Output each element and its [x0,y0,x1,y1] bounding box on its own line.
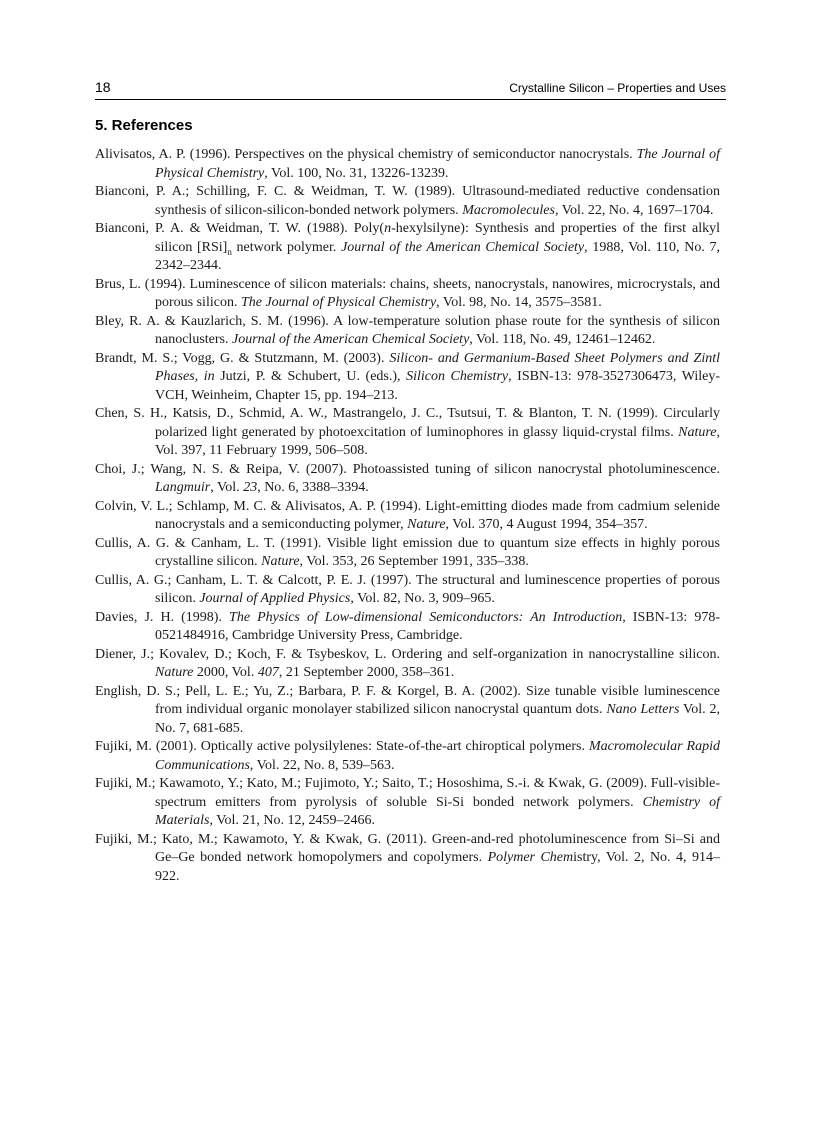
reference-item: Cullis, A. G. & Canham, L. T. (1991). Visible light emission due to quantum size effects in highly porous crystalline silicon. Nature, Vol. 353, 26 September 1991, 335–338. [95,535,720,569]
reference-item: Diener, J.; Kovalev, D.; Koch, F. & Tsybeskov, L. Ordering and self-organization in nanocrystalline silicon. Nature 2000, Vol. 407, 21 September 2000, 358–361. [95,646,720,680]
reference-item: Bianconi, P. A.; Schilling, F. C. & Weidman, T. W. (1989). Ultrasound-mediated reductive condensation synthesis of silicon-silicon-bonded network polymers. Macromolecules, Vol. 22, No. 4, 1697–1704. [95,184,720,218]
running-title: Crystalline Silicon – Properties and Uses [509,81,726,95]
reference-list [95,146,720,886]
reference-item: Fujiki, M.; Kawamoto, Y.; Kato, M.; Fujimoto, Y.; Saito, T.; Hososhima, S.-i. & Kwak, G. (2009). Full-visible-spectrum emitters from pyrolysis of soluble Si-Si bonded network polymers. Chemistry of Materials, Vol. 21, No. 12, 2459–2466. [95,776,720,828]
reference-item: Alivisatos, A. P. (1996). Perspectives on the physical chemistry of semiconductor nanocrystals. The Journal of Physical Chemistry, Vol. 100, No. 31, 13226-13239. [95,147,720,181]
reference-item: Bley, R. A. & Kauzlarich, S. M. (1996). A low-temperature solution phase route for the synthesis of silicon nanoclusters. Journal of the American Chemical Society, Vol. 118, No. 49, 12461–12462. [95,313,720,347]
reference-item: Chen, S. H., Katsis, D., Schmid, A. W., Mastrangelo, J. C., Tsutsui, T. & Blanton, T. N. (1999). Circularly polarized light generated by photoexcitation of luminophores in glassy liquid-crystal films. Nature, Vol. 397, 11 February 1999, 506–508. [95,406,720,458]
reference-item: Choi, J.; Wang, N. S. & Reipa, V. (2007). Photoassisted tuning of silicon nanocrystal photoluminescence. Langmuir, Vol. 23, No. 6, 3388–3394. [95,461,720,495]
reference-item: Cullis, A. G.; Canham, L. T. & Calcott, P. E. J. (1997). The structural and luminescence properties of porous silicon. Journal of Applied Physics, Vol. 82, No. 3, 909–965. [95,572,720,606]
reference-item: Fujiki, M.; Kato, M.; Kawamoto, Y. & Kwak, G. (2011). Green-and-red photoluminescence from Si–Si and Ge–Ge bonded network homopolymers and copolymers. Polymer Chemistry, Vol. 2, No. 4, 914–922. [95,831,720,884]
page-number: 18 [95,79,111,95]
reference-item: Brandt, M. S.; Vogg, G. & Stutzmann, M. (2003). Silicon- and Germanium-Based Sheet Polymers and Zintl Phases, in Jutzi, P. & Schubert, U. (eds.), Silicon Chemistry, ISBN-13: 978-3527306473, Wiley-VCH, Weinheim, Chapter 15, pp. 194–213. [95,350,721,403]
reference-item: Brus, L. (1994). Luminescence of silicon materials: chains, sheets, nanocrystals, nanowires, microcrystals, and porous silicon. The Journal of Physical Chemistry, Vol. 98, No. 14, 3575–3581. [95,276,720,310]
reference-item: Bianconi, P. A. & Weidman, T. W. (1988). Poly(n-hexylsilyne): Synthesis and properties of the first alkyl silicon $[RSi]_n$ network polymer. Journal of the American Chemical Society, 1988, Vol. 110, No. 7, 2342–2344. [95,221,720,273]
page-header [95,79,726,100]
reference-item: Colvin, V. L.; Schlamp, M. C. & Alivisatos, A. P. (1994). Light-emitting diodes made from cadmium selenide nanocrystals and a semiconducting polymer, Nature, Vol. 370, 4 August 1994, 354–357. [95,498,720,532]
section-heading: 5. References [95,117,193,134]
reference-item: Davies, J. H. (1998). The Physics of Low-dimensional Semiconductors: An Introduction, ISBN-13: 978-0521484916, Cambridge University Press, Cambridge. [95,609,720,643]
reference-item: Fujiki, M. (2001). Optically active polysilylenes: State-of-the-art chiroptical polymers. Macromolecular Rapid Communications, Vol. 22, No. 8, 539–563. [95,739,720,773]
reference-item: English, D. S.; Pell, L. E.; Yu, Z.; Barbara, P. F. & Korgel, B. A. (2002). Size tunable visible luminescence from individual organic monolayer stabilized silicon nanocrystal quantum dots. Nano Letters Vol. 2, No. 7, 681-685. [95,683,720,736]
